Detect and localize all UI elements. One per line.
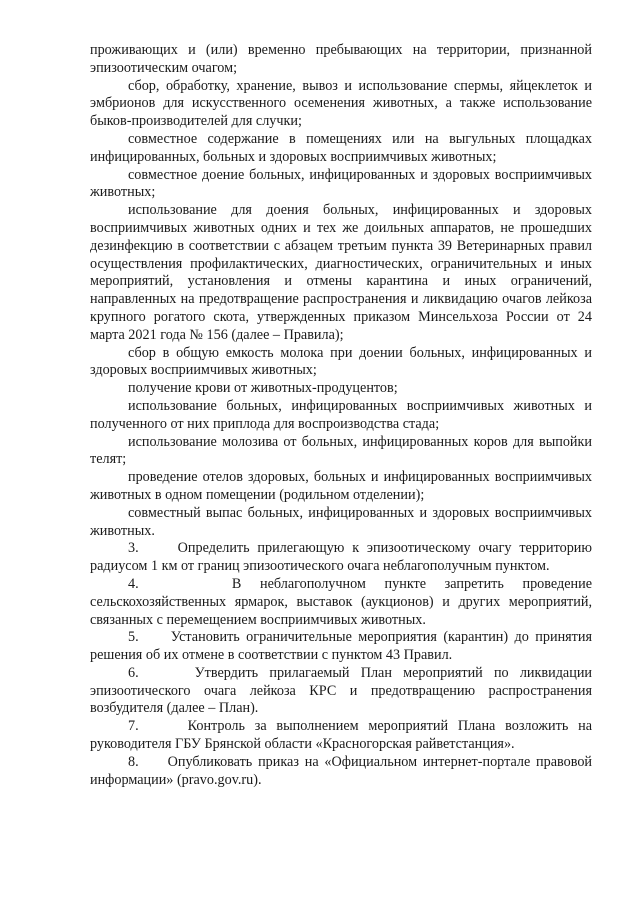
paragraph-continuation: проживающих и (или) временно пребывающих на территории, признанной эпизоотическим очагом;: [90, 42, 592, 76]
paragraph-item-8: 8. Опубликовать приказ на «Официальном интернет-портале правовой информации» (pravo.gov.ru).: [90, 753, 592, 788]
paragraph-prohibition-calving: проведение отелов здоровых, больных и инфицированных восприимчивых животных в одном помещении (родильном отделении);: [90, 469, 592, 503]
paragraph-prohibition-breeding: использование больных, инфицированных восприимчивых животных и полученного от них приплода для воспроизводства стада;: [90, 397, 592, 432]
paragraph-prohibition-milking-machines: использование для доения больных, инфицированных и здоровых восприимчивых животных одних и тех же доильных аппаратов, не прошедших дезинфекцию в соответствии с абзацем третьим пункта 39 Ветеринарных правил осуществления профилактических, диагностических, ограничительных и иных мероприятий, установления и отмены карантина и иных ограничений, направленных на предотвращение распространения и ликвидацию очагов лейкоза крупного рогатого скота, утвержденных приказом Минсельхоза России от 24 марта 2021 года № 156 (далее – Правила);: [90, 202, 592, 343]
paragraph-prohibition-blood: получение крови от животных-продуцентов;: [128, 380, 398, 397]
paragraph-prohibition-semen: сбор, обработку, хранение, вывоз и использование спермы, яйцеклеток и эмбрионов для искусственного осеменения животных, а также использование быков-производителей для случки;: [90, 77, 592, 130]
paragraph-prohibition-grazing: совместный выпас больных, инфицированных и здоровых восприимчивых животных.: [90, 504, 592, 539]
paragraph-prohibition-housing: совместное содержание в помещениях или на выгульных площадках инфицированных, больных и здоровых восприимчивых животных;: [90, 130, 592, 165]
paragraph-prohibition-milk-collection: сбор в общую емкость молока при доении больных, инфицированных и здоровых восприимчивых животных;: [90, 344, 592, 379]
paragraph-item-7: 7. Контроль за выполнением мероприятий Плана возложить на руководителя ГБУ Брянской области «Красногорская райветстанция».: [90, 718, 592, 753]
paragraph-item-3: 3. Определить прилегающую к эпизоотическому очагу территорию радиусом 1 км от границ эпизоотического очага неблагополучным пунктом.: [90, 540, 592, 575]
paragraph-item-6: 6. Утвердить прилагаемый План мероприятий по ликвидации эпизоотического очага лейкоза КРС и предотвращению распространения возбудителя (далее – План).: [90, 664, 592, 717]
paragraph-prohibition-colostrum: использование молозива от больных, инфицированных коров для выпойки телят;: [90, 433, 592, 468]
paragraph-item-5: 5. Установить ограничительные мероприятия (карантин) до принятия решения об их отмене в соответствии с пунктом 43 Правил.: [90, 629, 592, 664]
paragraph-prohibition-milking: совместное доение больных, инфицированных и здоровых восприимчивых животных;: [90, 166, 592, 201]
paragraph-item-4: 4. В неблагополучном пункте запретить проведение сельскохозяйственных ярмарок, выставок (аукционов) и других мероприятий, связанных с перемещением восприимчивых животных.: [90, 575, 592, 628]
